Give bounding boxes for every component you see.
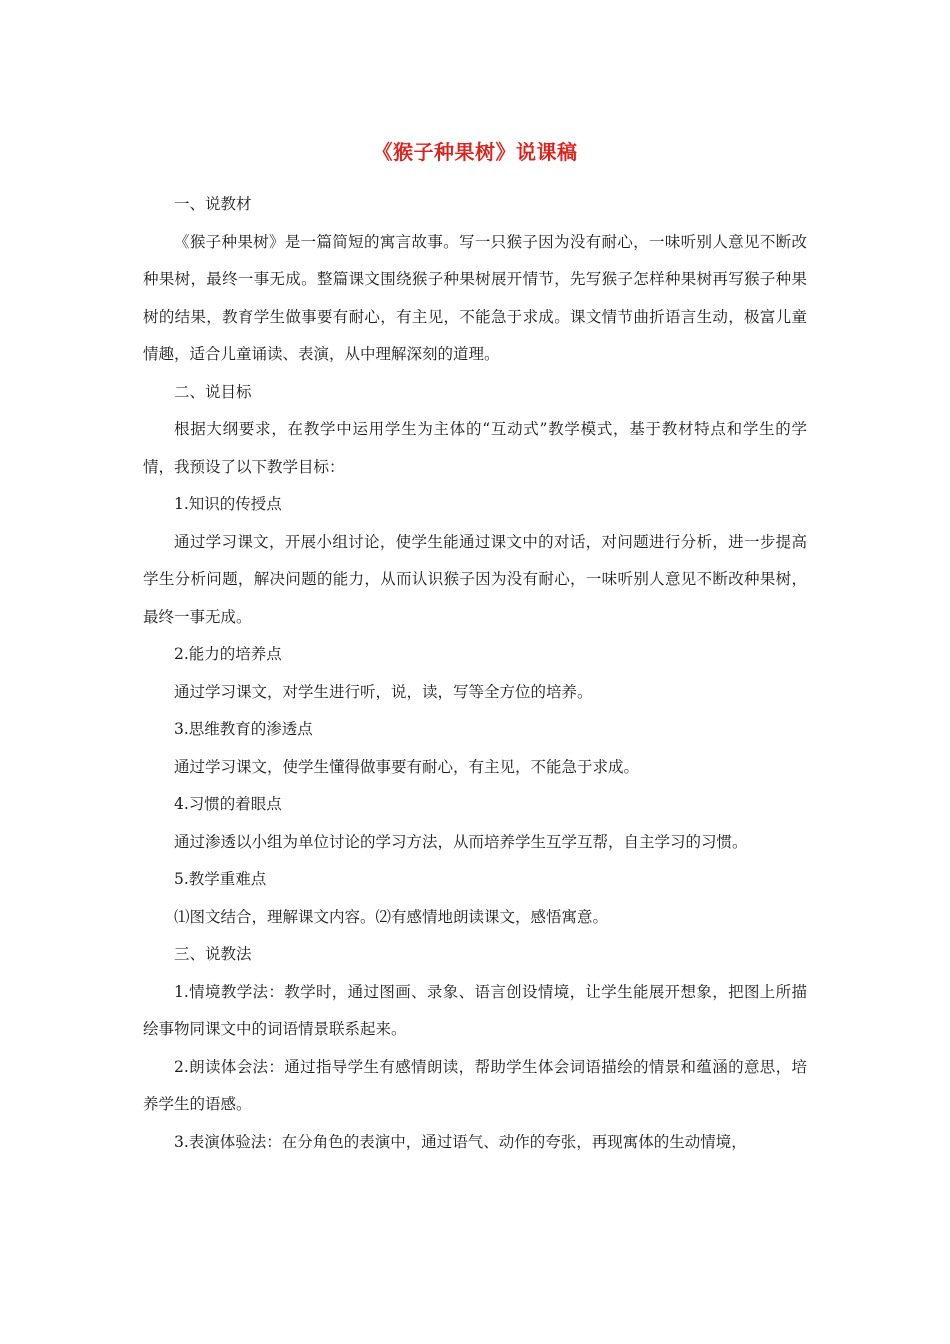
paragraph-method-situation: 1.情境教学法：教学时，通过图画、录象、语言创设情境，让学生能展开想象，把图上所描绘事物同课文中的词语情景联系起来。 [143,982,807,1038]
paragraph-key-points: ⑴图文结合，理解课文内容。⑵有感情地朗读课文，感悟寓意。 [174,907,609,926]
subheading-ability: 2.能力的培养点 [174,645,282,663]
subheading-thinking: 3.思维教育的渗透点 [174,720,313,738]
subheading-habits: 4.习惯的着眼点 [174,795,282,813]
paragraph-knowledge: 通过学习课文，开展小组讨论，使学生能通过课文中的对话，对问题进行分析，进一步提高学生分析问题，解决问题的能力，从而认识猴子因为没有耐心，一味听别人意见不断改种果树，最终一事无成。 [143,532,807,626]
subheading-knowledge: 1.知识的传授点 [174,495,282,513]
section-heading-goals: 二、说目标 [174,382,252,401]
paragraph-thinking: 通过学习课文，使学生懂得做事要有耐心，有主见，不能急于求成。 [174,757,640,776]
document-title: 《猴子种果树》说课稿 [372,140,578,164]
paragraph-goals: 根据大纲要求，在教学中运用学生为主体的“互动式”教学模式，基于教材特点和学生的学情，我预设了以下教学目标： [143,420,807,476]
paragraph-habits: 通过渗透以小组为单位讨论的学习方法，从而培养学生互学互帮，自主学习的习惯。 [174,832,748,851]
document-body [143,186,807,1161]
paragraph-materials: 《猴子种果树》是一篇简短的寓言故事。写一只猴子因为没有耐心，一味听别人意见不断改种果树，最终一事无成。整篇课文围绕猴子种果树展开情节，先写猴子怎样种果树再写猴子种果树的结果，教育学生做事要有耐心，有主见，不能急于求成。课文情节曲折语言生动，极富儿童情趣，适合儿童诵读、表演，从中理解深刻的道理。 [143,232,807,363]
paragraph-ability: 通过学习课文，对学生进行听，说，读，写等全方位的培养。 [174,682,593,701]
section-heading-materials: 一、说教材 [174,195,252,213]
paragraph-method-reading: 2.朗读体会法：通过指导学生有感情朗读，帮助学生体会词语描绘的情景和蕴涵的意思，培养学生的语感。 [143,1057,807,1113]
section-heading-methods: 三、说教法 [174,945,252,963]
subheading-key-points: 5.教学重难点 [174,870,267,888]
paragraph-method-acting: 3.表演体验法：在分角色的表演中，通过语气、动作的夸张，再现寓体的生动情境， [174,1132,747,1151]
